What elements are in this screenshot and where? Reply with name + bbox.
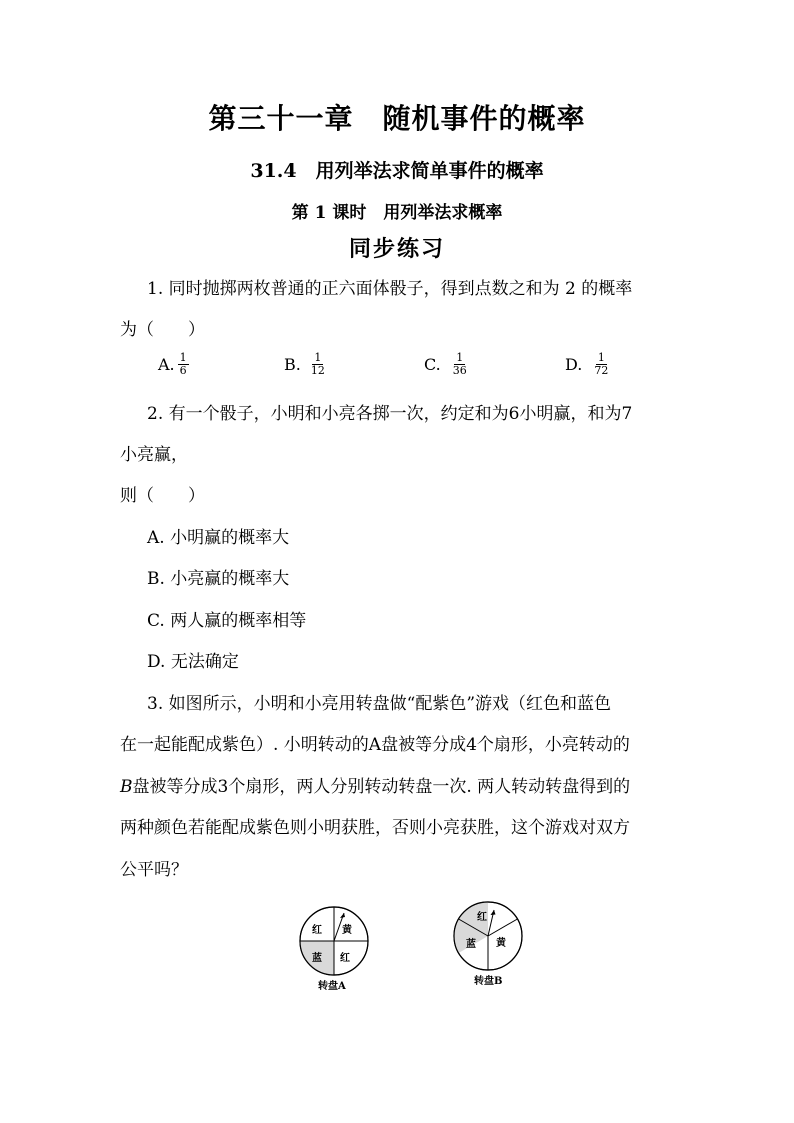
fraction-denominator: 12 <box>310 364 325 377</box>
q1-option-b-label: B. <box>284 355 301 374</box>
q2-option-a: A. 小明赢的概率大 <box>147 528 290 548</box>
q2-option-c: C. 两人赢的概率相等 <box>147 611 307 631</box>
q1-line2: 为（ ） <box>120 320 205 340</box>
q1-option-b-fraction <box>309 352 327 377</box>
q3-line4: 两种颜色若能配成紫色则小明获胜，否则小亮获胜，这个游戏对双方 <box>120 818 630 838</box>
q1-option-c-fraction <box>451 352 469 377</box>
q3-line3-text: 盘被等分成3个扇形，两人分别转动转盘一次. 两人转动转盘得到的 <box>132 777 631 797</box>
q1-option-a-fraction <box>178 352 189 377</box>
q1-option-a <box>158 352 189 377</box>
fraction-denominator: 36 <box>452 364 467 377</box>
spinner-b-sector-blue: 蓝 <box>466 939 476 950</box>
spinner-a-caption: 转盘A <box>318 981 346 992</box>
lesson-title: 第 1 课时 用列举法求概率 <box>291 203 503 223</box>
fraction-numerator: 1 <box>597 351 605 364</box>
q2-line3: 则（ ） <box>120 486 205 506</box>
q2-option-d: D. 无法确定 <box>147 652 239 672</box>
q1-option-d <box>565 352 610 377</box>
spinner-a <box>298 905 370 995</box>
fraction-denominator: 72 <box>594 364 609 377</box>
q2-line2: 小亮赢， <box>120 445 188 465</box>
fraction-numerator: 1 <box>179 351 187 364</box>
practice-title: 同步练习 <box>348 236 445 262</box>
q1-option-c-label: C. <box>424 355 441 374</box>
spinner-b-sector-red: 红 <box>477 912 487 923</box>
spinner-a-sector-red-2: 红 <box>340 953 350 964</box>
spinner-b-graphic <box>452 900 524 972</box>
q1-option-c <box>424 352 469 377</box>
spinner-b <box>452 900 524 990</box>
spinner-a-sector-yellow: 黄 <box>342 925 352 936</box>
q1-line1: 1. 同时抛掷两枚普通的正六面体骰子，得到点数之和为 2 的概率 <box>147 279 633 299</box>
q2-line1: 2. 有一个骰子，小明和小亮各掷一次，约定和为6小明赢，和为7 <box>147 404 633 424</box>
q3-line3 <box>120 777 630 797</box>
section-title: 31.4 用列举法求简单事件的概率 <box>250 160 544 182</box>
q1-option-d-fraction <box>592 352 610 377</box>
q3-line2: 在一起能配成紫色）. 小明转动的A盘被等分成4个扇形，小亮转动的 <box>120 735 630 755</box>
q1-option-d-label: D. <box>565 355 583 374</box>
q3-line1: 3. 如图所示，小明和小亮用转盘做“配紫色”游戏（红色和蓝色 <box>147 694 612 714</box>
fraction-numerator: 1 <box>456 351 464 364</box>
q1-option-a-label: A. <box>158 355 175 374</box>
spinner-a-sector-blue: 蓝 <box>312 953 322 964</box>
q1-option-b <box>284 352 327 377</box>
spinner-a-sector-red-1: 红 <box>312 925 322 936</box>
chapter-title: 第三十一章 随机事件的概率 <box>208 102 586 135</box>
fraction-numerator: 1 <box>314 351 322 364</box>
spinner-a-graphic <box>298 905 370 977</box>
spinner-b-caption: 转盘B <box>474 976 503 987</box>
q2-option-b: B. 小亮赢的概率大 <box>147 569 290 589</box>
fraction-denominator: 6 <box>179 364 187 377</box>
spinner-b-sector-yellow: 黄 <box>496 938 506 949</box>
q3-wheel-b-letter: B <box>120 777 133 797</box>
q3-line5: 公平吗？ <box>120 860 188 880</box>
